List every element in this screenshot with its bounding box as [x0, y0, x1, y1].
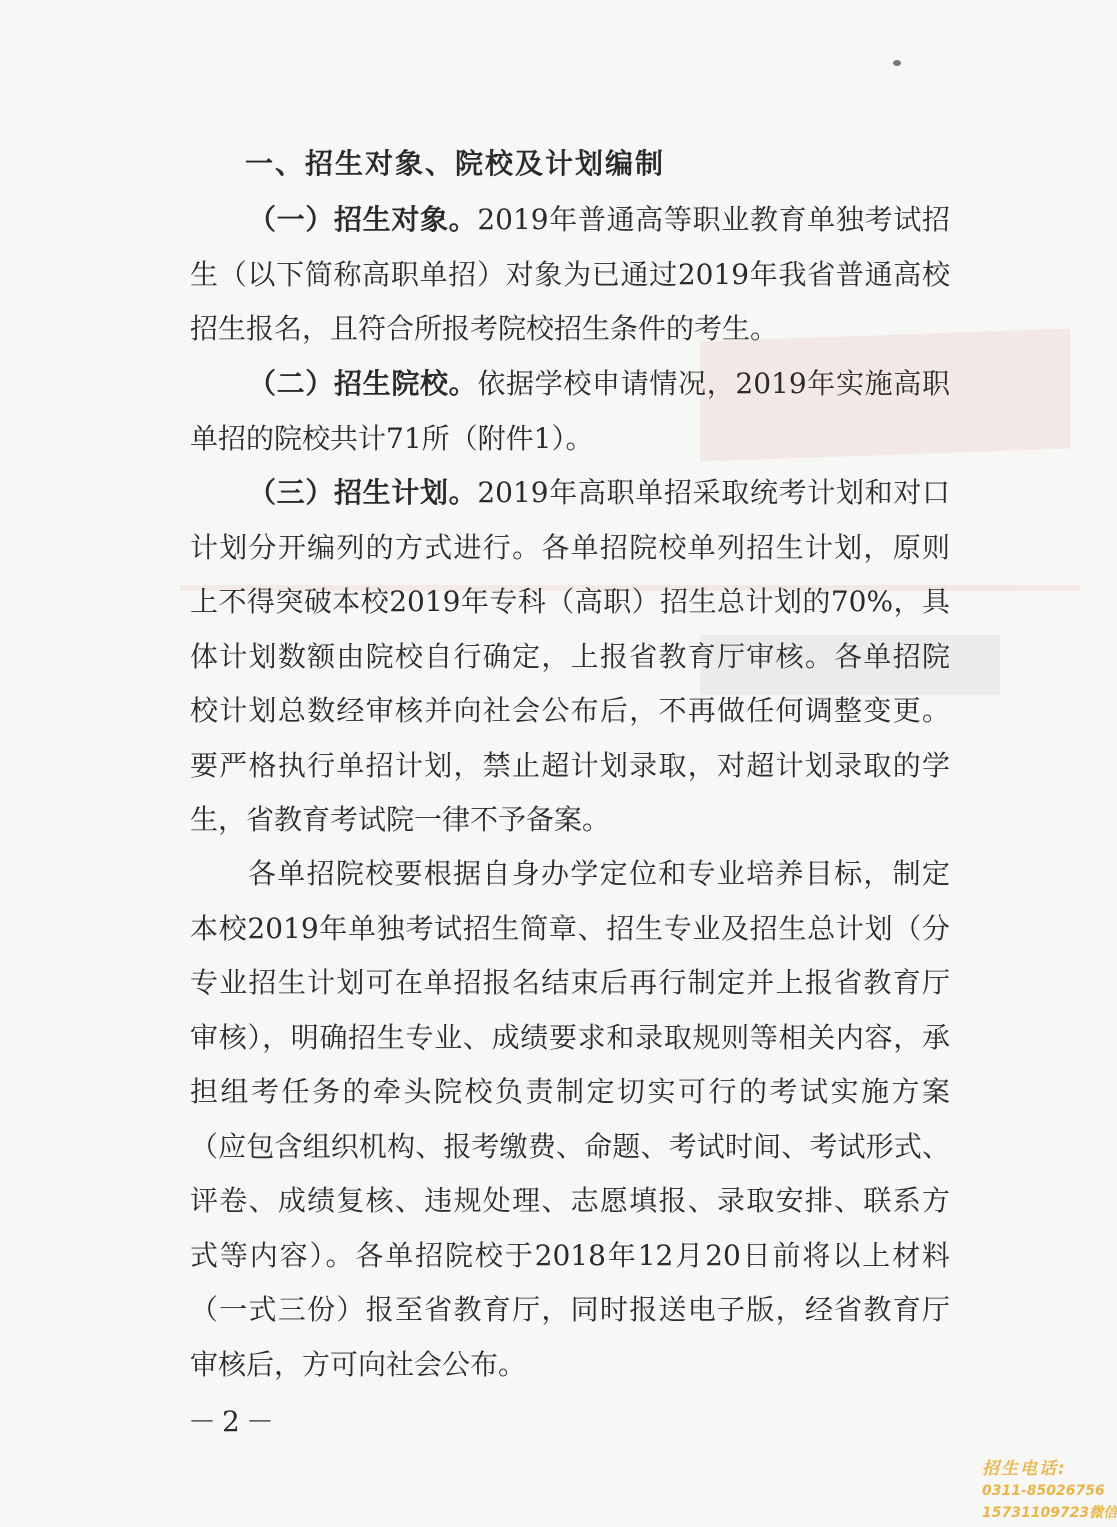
- watermark-phone: 0311-85026756: [982, 1483, 1105, 1499]
- paragraph-lead: （二）招生院校。: [248, 367, 478, 400]
- paragraph-line: 招生报名，且符合所报考院校招生条件的考生。: [190, 312, 779, 345]
- paragraph-line: 上不得突破本校2019年专科（高职）招生总计划的70%，具: [190, 585, 950, 618]
- paragraph-line: [190, 193, 950, 248]
- paragraph-line: 审核），明确招生专业、成绩要求和录取规则等相关内容，承: [190, 1020, 950, 1054]
- paragraph-line: （应包含组织机构、报考缴费、命题、考试时间、考试形式、: [190, 1129, 950, 1163]
- paragraph-plan: [190, 466, 950, 848]
- paragraph-line: 评卷、成绩复核、违规处理、志愿填报、录取安排、联系方: [190, 1184, 950, 1217]
- paragraph-lead: （三）招生计划。: [248, 476, 478, 509]
- paragraph-text: 依据学校申请情况，2019年实施高职: [477, 367, 950, 400]
- scan-speck: [893, 60, 901, 66]
- paragraph-line: [190, 466, 950, 521]
- paragraph-line: 校计划总数经审核并向社会公布后，不再做任何调整变更。: [190, 694, 950, 727]
- paragraph-line: 单招的院校共计71所（附件1）。: [190, 421, 594, 455]
- paragraph-line: 生（以下简称高职单招）对象为已通过2019年我省普通高校: [190, 257, 950, 291]
- paragraph-line: 体计划数额由院校自行确定，上报省教育厅审核。各单招院: [190, 639, 950, 673]
- paragraph-line: 计划分开编列的方式进行。各单招院校单列招生计划，原则: [190, 530, 950, 564]
- paragraph-line: [190, 357, 950, 412]
- paragraph-text: 2019年普通高等职业教育单独考试招: [477, 203, 950, 236]
- paragraph-schools: [190, 357, 950, 466]
- watermark-contact: [982, 1458, 1117, 1524]
- paragraph-line: 本校2019年单独考试招生简章、招生专业及招生总计划（分: [190, 911, 950, 945]
- paragraph-line: 要严格执行单招计划，禁止超计划录取，对超计划录取的学: [190, 748, 950, 782]
- paragraph-line: 各单招院校要根据自身办学定位和专业培养目标，制定: [248, 857, 950, 890]
- paragraph-requirements: [190, 847, 950, 1392]
- paragraph-lead: （一）招生对象。: [248, 203, 478, 236]
- paragraph-line: （一式三份）报至省教育厅，同时报送电子版，经省教育厅: [190, 1293, 950, 1326]
- paragraph-line: 专业招生计划可在单招报名结束后再行制定并上报省教育厅: [190, 966, 950, 999]
- watermark-label: 招生电话:: [982, 1459, 1067, 1479]
- paragraph-line: 生，省教育考试院一律不予备案。: [190, 803, 611, 836]
- watermark-phone: 15731109723微信: [982, 1505, 1117, 1521]
- section-heading: 一、招生对象、院校及计划编制: [245, 147, 666, 180]
- paragraph-students: [190, 193, 950, 357]
- paragraph-text: 2019年高职单招采取统考计划和对口: [477, 476, 950, 509]
- paragraph-line: 式等内容）。各单招院校于2018年12月20日前将以上材料: [190, 1238, 950, 1272]
- paragraph-line: 担组考任务的牵头院校负责制定切实可行的考试实施方案: [190, 1075, 950, 1108]
- page-number: －2－: [188, 1405, 280, 1438]
- paragraph-line: 审核后，方可向社会公布。: [190, 1347, 527, 1381]
